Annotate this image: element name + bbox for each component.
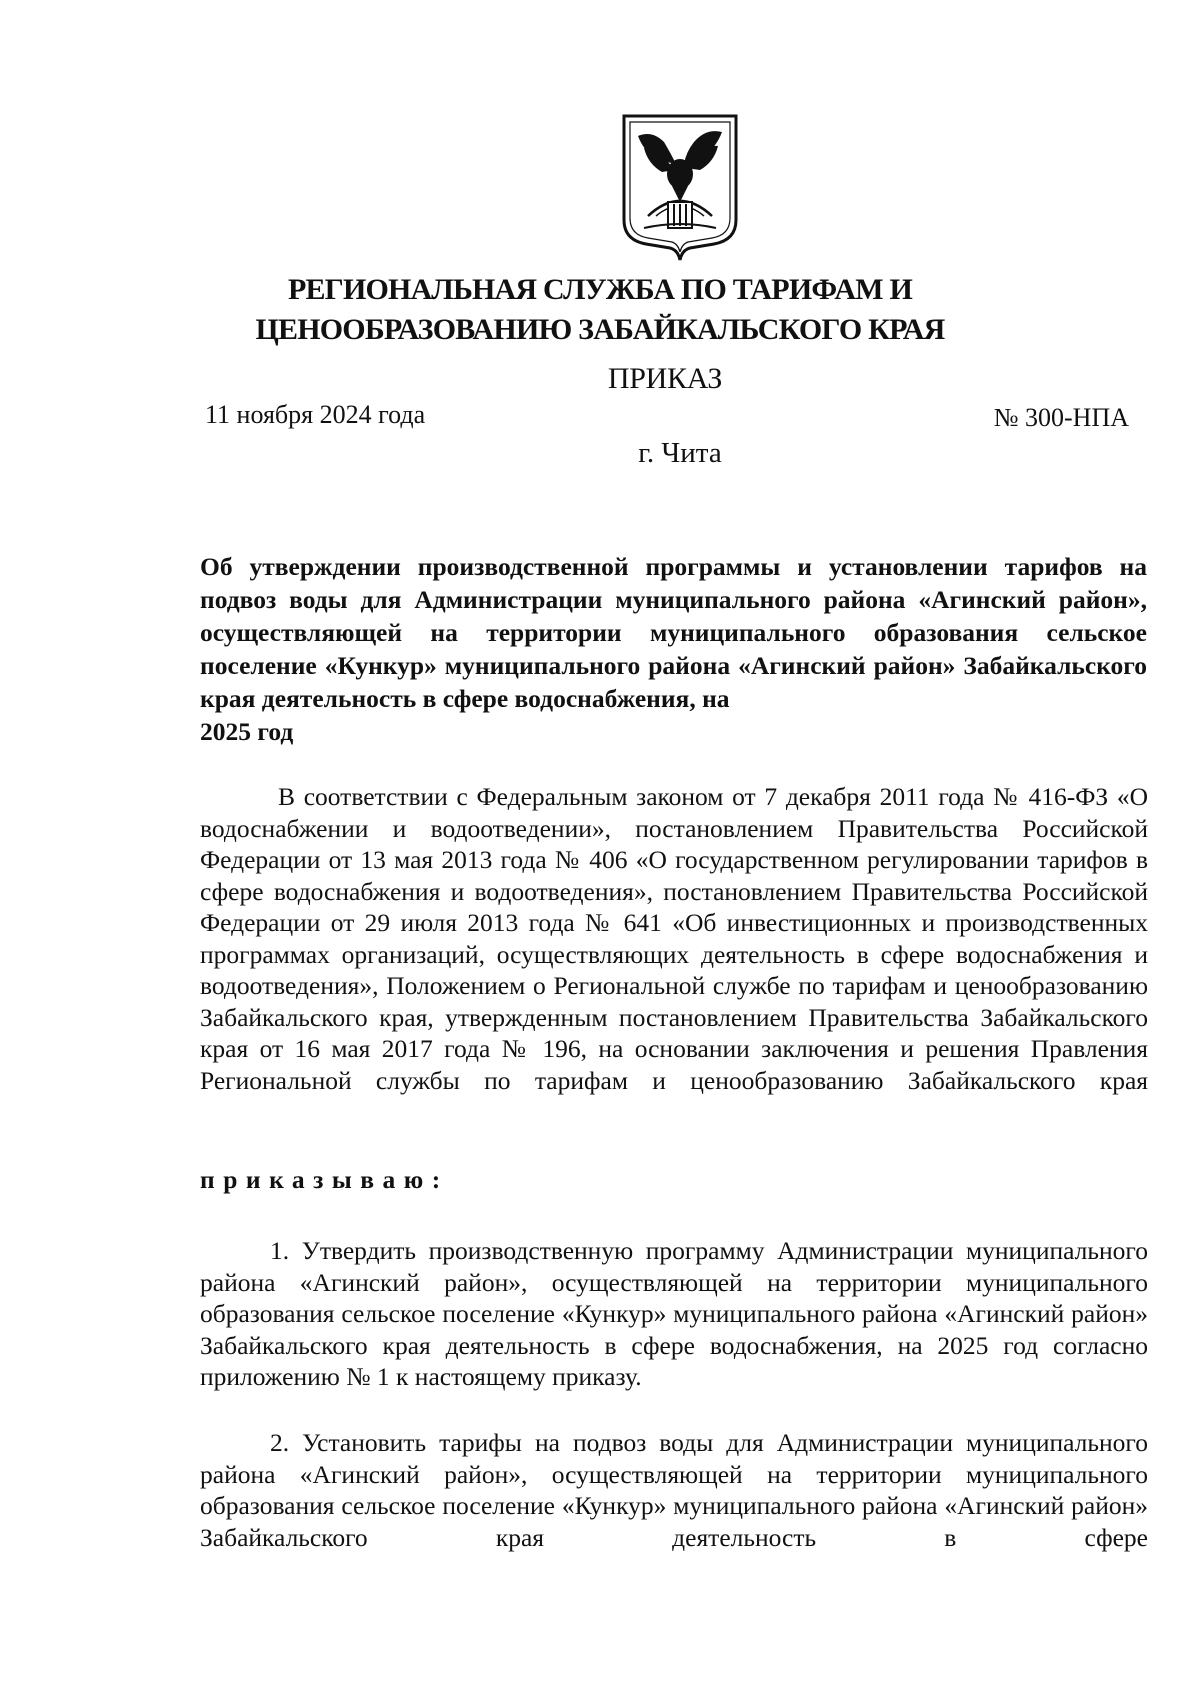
decree-word: приказываю: [200, 1165, 449, 1194]
organization-title-line2: ЦЕНООБРАЗОВАНИЮ ЗАБАЙКАЛЬСКОГО КРАЯ [255, 313, 945, 346]
order-subject-last-line: 2025 год [200, 717, 294, 746]
coat-of-arms-icon [618, 112, 742, 262]
city: г. Чита [638, 437, 722, 469]
organization-title-line1: РЕГИОНАЛЬНАЯ СЛУЖБА ПО ТАРИФАМ И [287, 273, 913, 306]
order-subject-text: Об утверждении производственной программы и установлении тарифов на подвоз воды для Администрации муниципального района «Агинский район», осуществляющей на территории муниципального образования сельское поселение «Кункур» муниципального района «Агинский район» Забайкальского края деятельность в сфере водоснабжения, на [200, 552, 1147, 713]
order-item-1: 1. Утвердить производственную программу Администрации муниципального района «Агинский район», осуществляющей на территории муниципального образования сельское поселение «Кункур» муниципального района «Агинский район» Забайкальского края деятельность в сфере водоснабжения, на 2025 год согласно приложению № 1 к настоящему приказу. [200, 1236, 1148, 1391]
preamble-paragraph: В соответствии с Федеральным законом от 7 декабря 2011 года № 416-ФЗ «О водоснабжении и водоотведении», постановлением Правительства Российской Федерации от 13 мая 2013 года № 406 «О государственном регулировании тарифов в сфере водоснабжения и водоотведения», постановлением Правительства Российской Федерации от 29 июля 2013 года № 641 «Об инвестиционных и производственных программах организаций, осуществляющих деятельность в сфере водоснабжения и водоотведения», Положением о Региональной службе по тарифам и ценообразованию Забайкальского края, утвержденным постановлением Правительства Забайкальского края от 16 мая 2017 года № 196, на основании заключения и решения Правления Региональной службы по тарифам и ценообразованию Забайкальского края [200, 782, 1148, 1095]
order-number: № 300-НПА [993, 403, 1129, 432]
order-date: 11 ноября 2024 года [205, 400, 426, 429]
order-item-2: 2. Установить тарифы на подвоз воды для Администрации муниципального района «Агинский район», осуществляющей на территории муниципального образования сельское поселение «Кункур» муниципального района «Агинский район» Забайкальского края деятельность в сфере [200, 1428, 1148, 1552]
order-subject [200, 550, 1147, 748]
document-type: ПРИКАЗ [607, 362, 723, 395]
organization-title [200, 270, 1000, 350]
